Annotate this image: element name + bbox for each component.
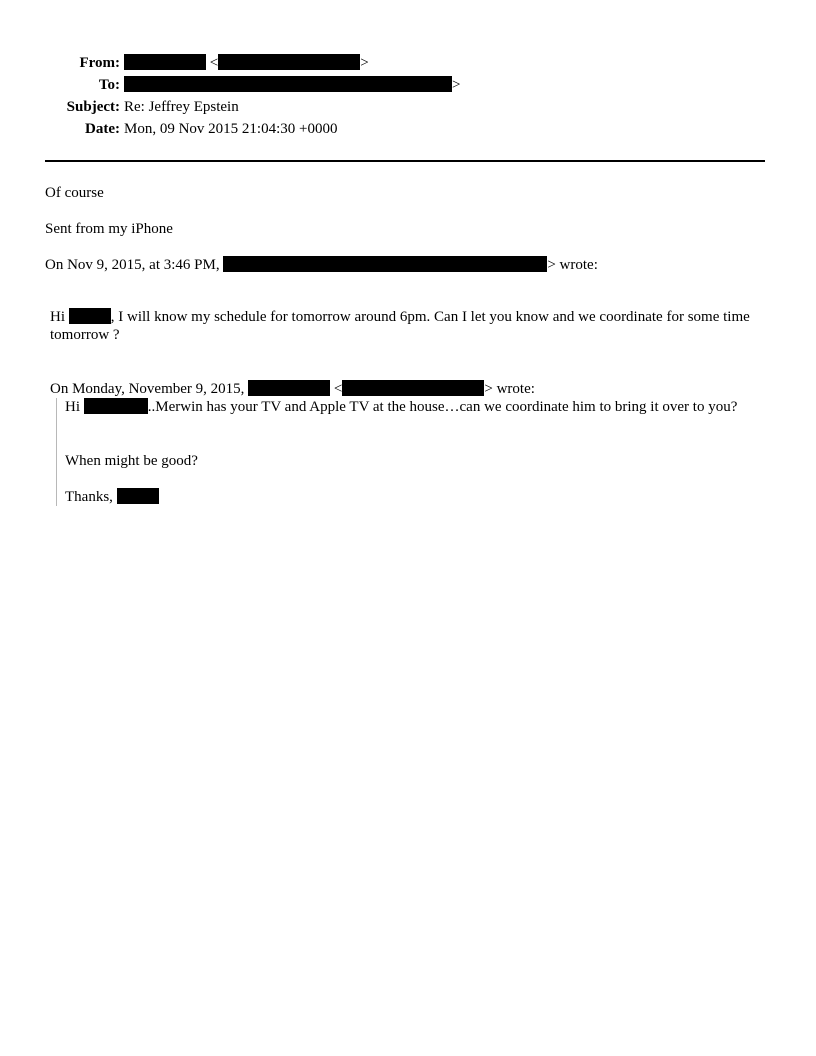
- to-close-bracket: >: [452, 77, 461, 93]
- redacted-quoted-recipient: [84, 398, 148, 414]
- reply-attribution-suffix: > wrote:: [547, 257, 598, 273]
- from-value: [124, 54, 369, 72]
- quoted-paragraph: [65, 398, 765, 416]
- body-line-of-course: Of course: [45, 185, 104, 201]
- redacted-to-address: [124, 76, 452, 92]
- header-divider: [45, 160, 765, 162]
- redacted-from-name: [124, 54, 206, 70]
- redacted-recipient-name: [69, 308, 111, 324]
- redacted-quoted-name: [248, 380, 330, 396]
- quoted-question: When might be good?: [65, 453, 198, 469]
- quoted-message: [56, 398, 770, 506]
- from-close-bracket: >: [360, 55, 369, 71]
- quoted-attribution-prefix: On Monday, November 9, 2015,: [50, 381, 245, 397]
- quoted-hi: Hi: [65, 399, 80, 415]
- quoted-attribution-suffix: > wrote:: [484, 381, 535, 397]
- redacted-quoted-email: [342, 380, 484, 396]
- reply-hi: Hi: [50, 309, 65, 325]
- body-line-sent-from: Sent from my iPhone: [45, 221, 173, 237]
- reply-attribution-prefix: On Nov 9, 2015, at 3:46 PM,: [45, 257, 220, 273]
- date-value: Mon, 09 Nov 2015 21:04:30 +0000: [124, 121, 338, 137]
- redacted-signature: [117, 488, 159, 504]
- quoted-thanks: Thanks,: [65, 489, 113, 505]
- to-value: [124, 76, 460, 94]
- redacted-sender: [223, 256, 547, 272]
- quoted-attribution: [50, 380, 535, 398]
- date-label: Date:: [85, 121, 120, 137]
- quoted-signoff: [65, 488, 159, 506]
- subject-value: Re: Jeffrey Epstein: [124, 99, 239, 115]
- quoted-text: ..Merwin has your TV and Apple TV at the house…can we coordinate him to bring it over to you?: [147, 399, 738, 415]
- from-label: From:: [79, 55, 120, 71]
- redacted-from-email: [218, 54, 360, 70]
- to-label: To:: [98, 77, 120, 93]
- reply-attribution: [45, 256, 598, 274]
- from-open-bracket: <: [209, 55, 219, 71]
- reply-text: , I will know my schedule for tomorrow around 6pm. Can I let you know and we coordinate for some time tomorrow ?: [50, 309, 750, 343]
- reply-message: [50, 308, 770, 344]
- quoted-open-bracket: <: [333, 381, 343, 397]
- subject-label: Subject:: [66, 99, 120, 115]
